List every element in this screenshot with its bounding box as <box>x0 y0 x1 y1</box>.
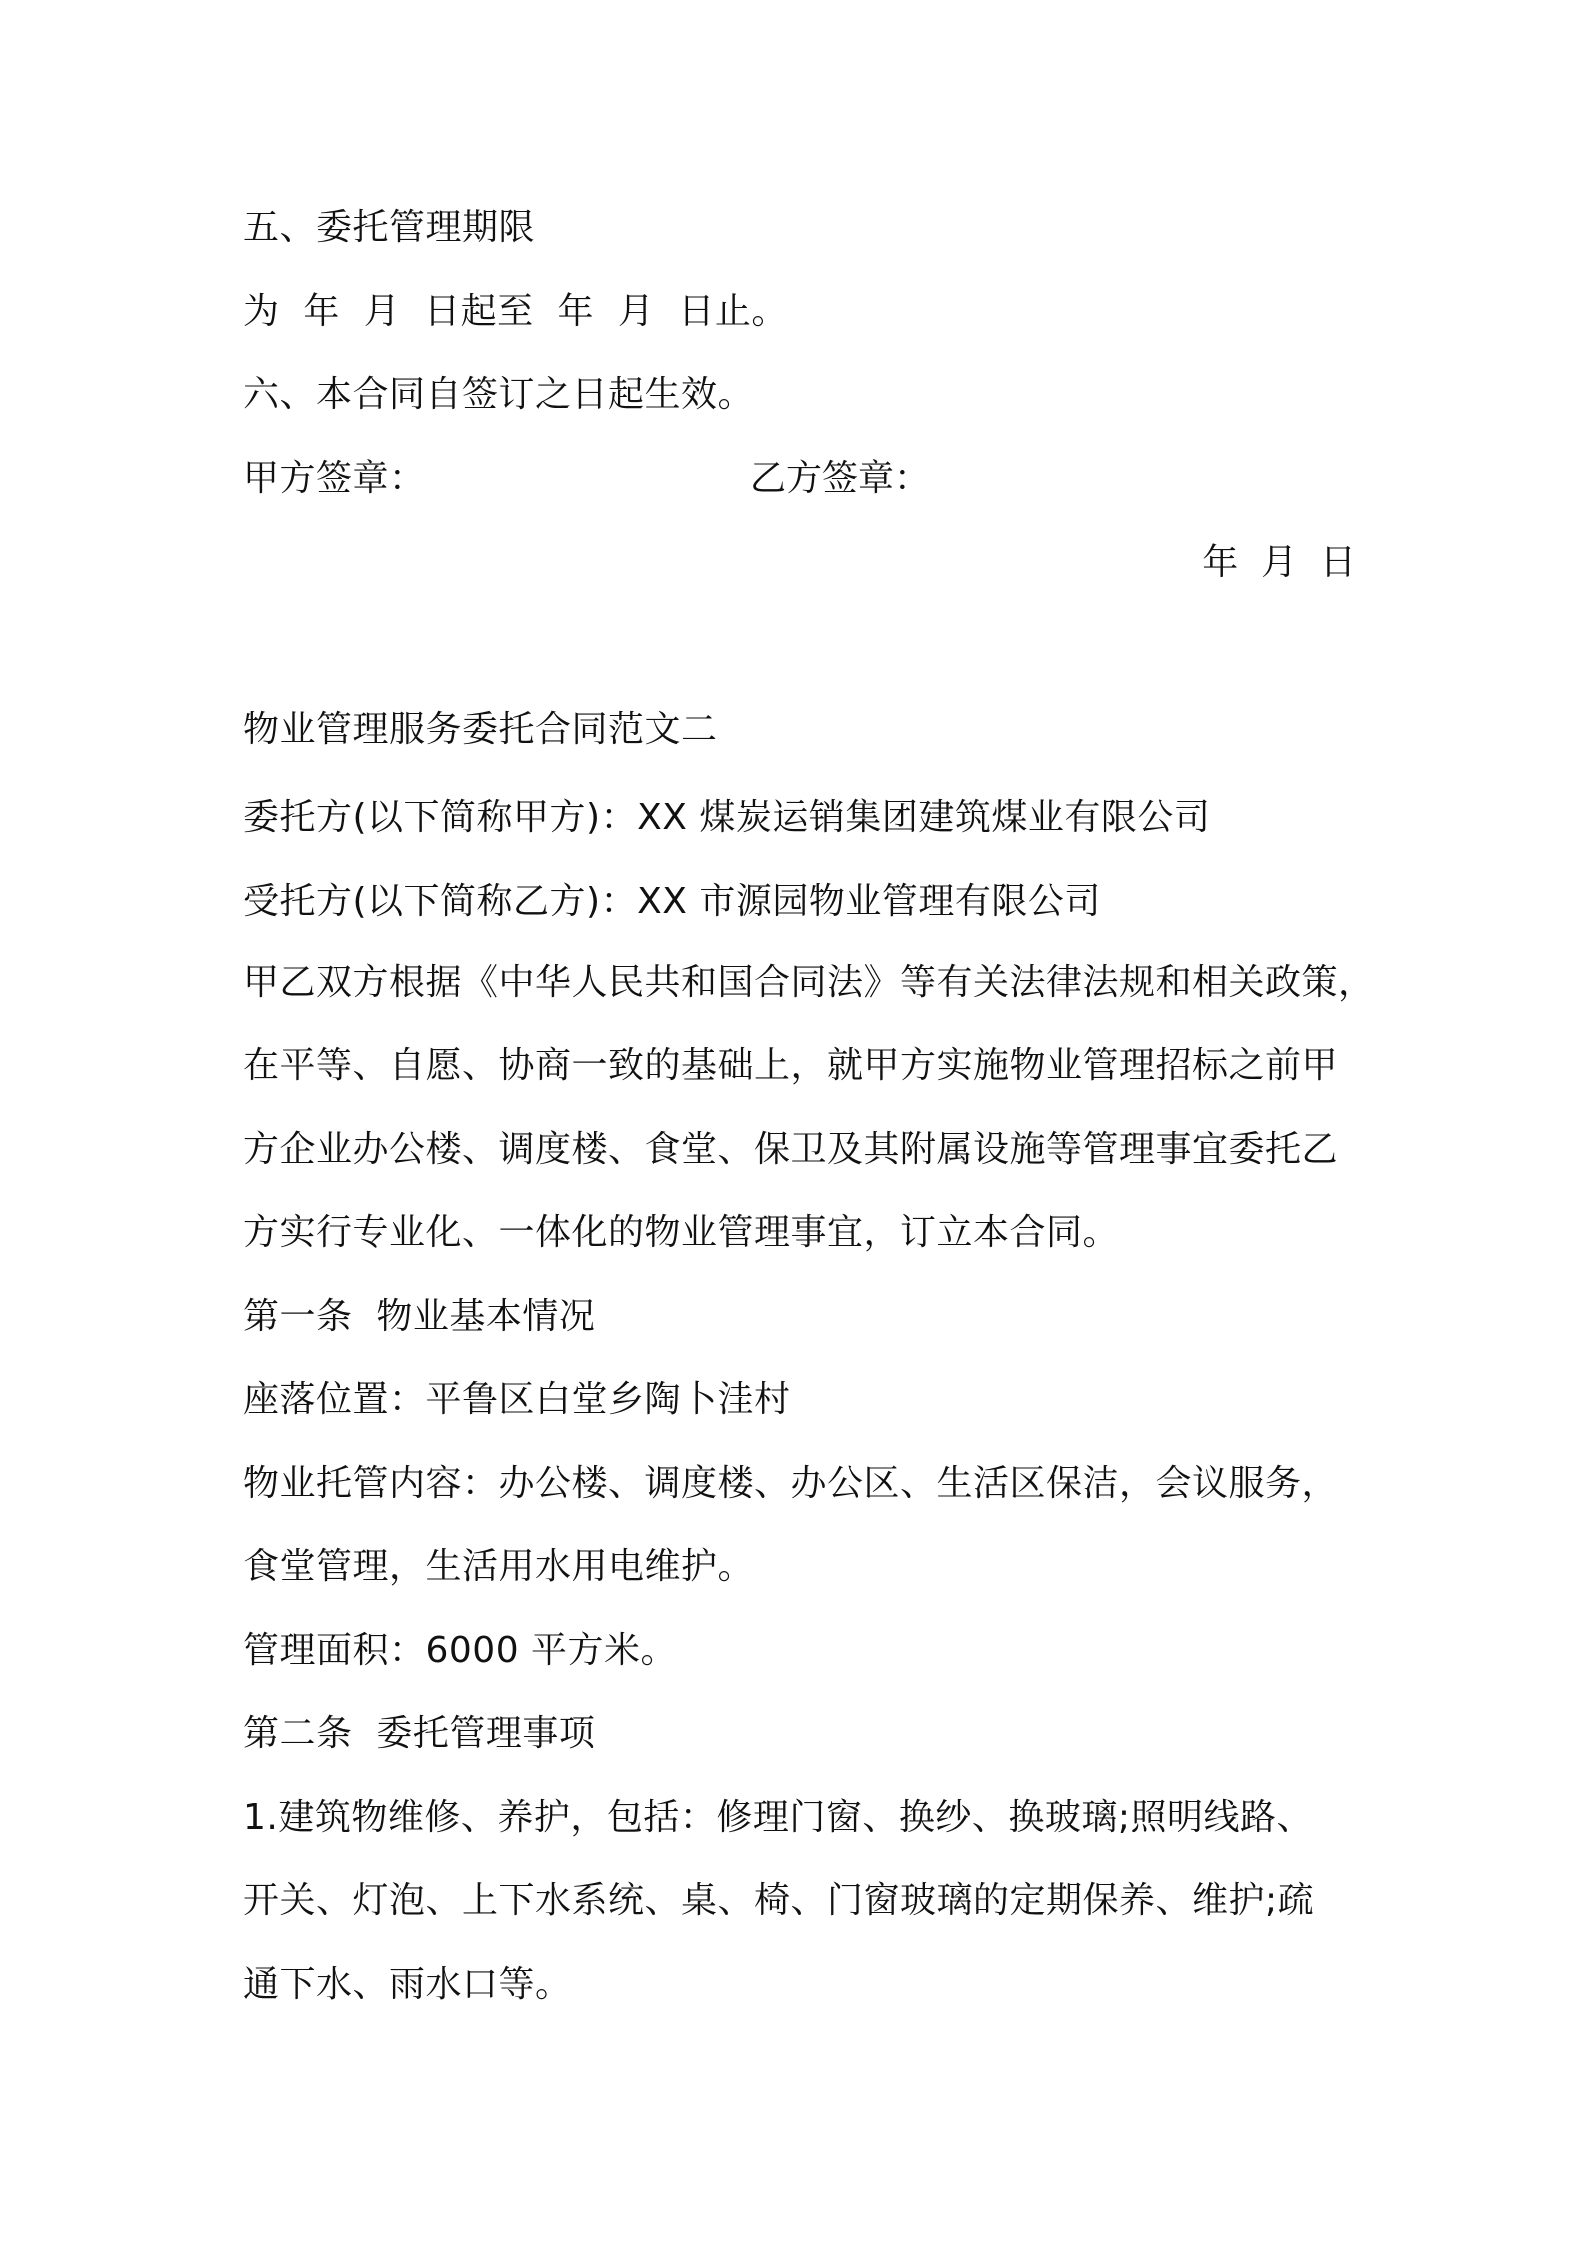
section5-heading: 五、委托管理期限 <box>243 207 536 248</box>
article2-item-line: 开关、灯泡、上下水系统、桌、椅、门窗玻璃的定期保养、维护;疏 <box>243 1880 1315 1921</box>
article2-item-line: 通下水、雨水口等。 <box>243 1964 572 2005</box>
section5-term: 为 年 月 日起至 年 月 日止。 <box>243 291 788 332</box>
party-a-signature-label: 甲方签章： <box>243 458 426 499</box>
preamble-line: 甲乙双方根据《中华人民共和国合同法》等有关法律法规和相关政策， <box>243 962 1375 1003</box>
party-b-signature-label: 乙方签章： <box>750 458 931 499</box>
article1-content-line: 物业托管内容：办公楼、调度楼、办公区、生活区保洁，会议服务， <box>243 1463 1339 1504</box>
article1-heading: 第一条 物业基本情况 <box>243 1296 596 1337</box>
contractor-line: 受托方(以下简称乙方)：XX 市源园物业管理有限公司 <box>243 881 1101 922</box>
client-line: 委托方(以下简称甲方)：XX 煤炭运销集团建筑煤业有限公司 <box>243 797 1211 838</box>
section6-text: 六、本合同自签订之日起生效。 <box>243 374 755 415</box>
article1-area: 管理面积：6000 平方米。 <box>243 1630 678 1671</box>
preamble-line: 在平等、自愿、协商一致的基础上，就甲方实施物业管理招标之前甲 <box>243 1045 1339 1086</box>
preamble-line: 方企业办公楼、调度楼、食堂、保卫及其附属设施等管理事宜委托乙 <box>243 1129 1339 1170</box>
article1-content-line: 食堂管理，生活用水用电维护。 <box>243 1546 755 1587</box>
article2-heading: 第二条 委托管理事项 <box>243 1713 596 1754</box>
article2-item-line: 1.建筑物维修、养护，包括：修理门窗、换纱、换玻璃;照明线路、 <box>243 1797 1313 1838</box>
preamble-line: 方实行专业化、一体化的物业管理事宜，订立本合同。 <box>243 1212 1120 1253</box>
article1-location: 座落位置：平鲁区白堂乡陶卜洼村 <box>243 1379 791 1420</box>
signature-date: 年 月 日 <box>1202 542 1356 583</box>
contract2-title: 物业管理服务委托合同范文二 <box>243 709 718 750</box>
